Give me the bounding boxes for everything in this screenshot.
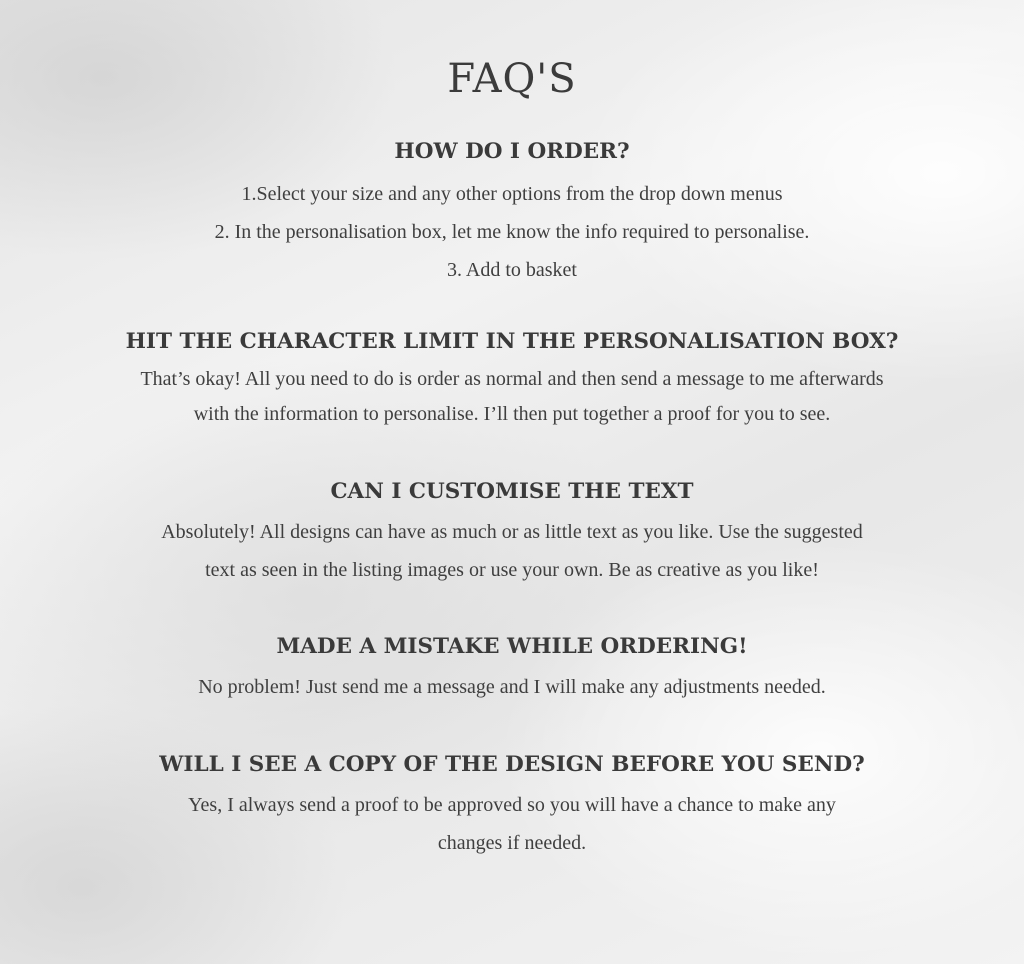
faq-answer-line: That’s okay! All you need to do is order as normal and then send a message to me afterwards (140, 368, 884, 390)
faq-question: MADE A MISTAKE WHILE ORDERING! (276, 634, 748, 659)
faq-section-character-limit (0, 327, 1024, 432)
faq-answer-line: 1.Select your size and any other options from the drop down menus (241, 183, 783, 205)
faq-section-how-to-order (0, 137, 1024, 289)
faq-answer-line: Yes, I always send a proof to be approved so you will have a chance to make any (188, 794, 836, 816)
faq-answer-line: Absolutely! All designs can have as much or as little text as you like. Use the suggested (161, 521, 863, 543)
faq-answer-line: No problem! Just send me a message and I will make any adjustments needed. (198, 676, 826, 698)
page-title: FAQ'S (447, 56, 577, 102)
faq-answer-line: 2. In the personalisation box, let me know the info required to personalise. (214, 221, 810, 243)
faq-answer (0, 175, 1024, 289)
faq-section-customise-text (0, 477, 1024, 589)
faq-question: HIT THE CHARACTER LIMIT IN THE PERSONALISATION BOX? (125, 329, 899, 354)
faq-section-mistake (0, 632, 1024, 706)
faq-answer-line: text as seen in the listing images or use your own. Be as creative as you like! (205, 559, 819, 581)
faq-answer (0, 786, 1024, 862)
faq-answer-line: changes if needed. (437, 832, 587, 854)
faq-answer-line: with the information to personalise. I’ll then put together a proof for you to see. (193, 403, 831, 425)
faq-answer (0, 513, 1024, 589)
faq-question: CAN I CUSTOMISE THE TEXT (330, 479, 694, 504)
faq-answer (0, 362, 1024, 432)
faq-answer-line: 3. Add to basket (447, 259, 577, 281)
faq-question: WILL I SEE A COPY OF THE DESIGN BEFORE YOU SEND? (159, 752, 865, 777)
faq-question: HOW DO I ORDER? (394, 139, 630, 164)
faq-section-proof (0, 750, 1024, 862)
faq-answer (0, 668, 1024, 706)
